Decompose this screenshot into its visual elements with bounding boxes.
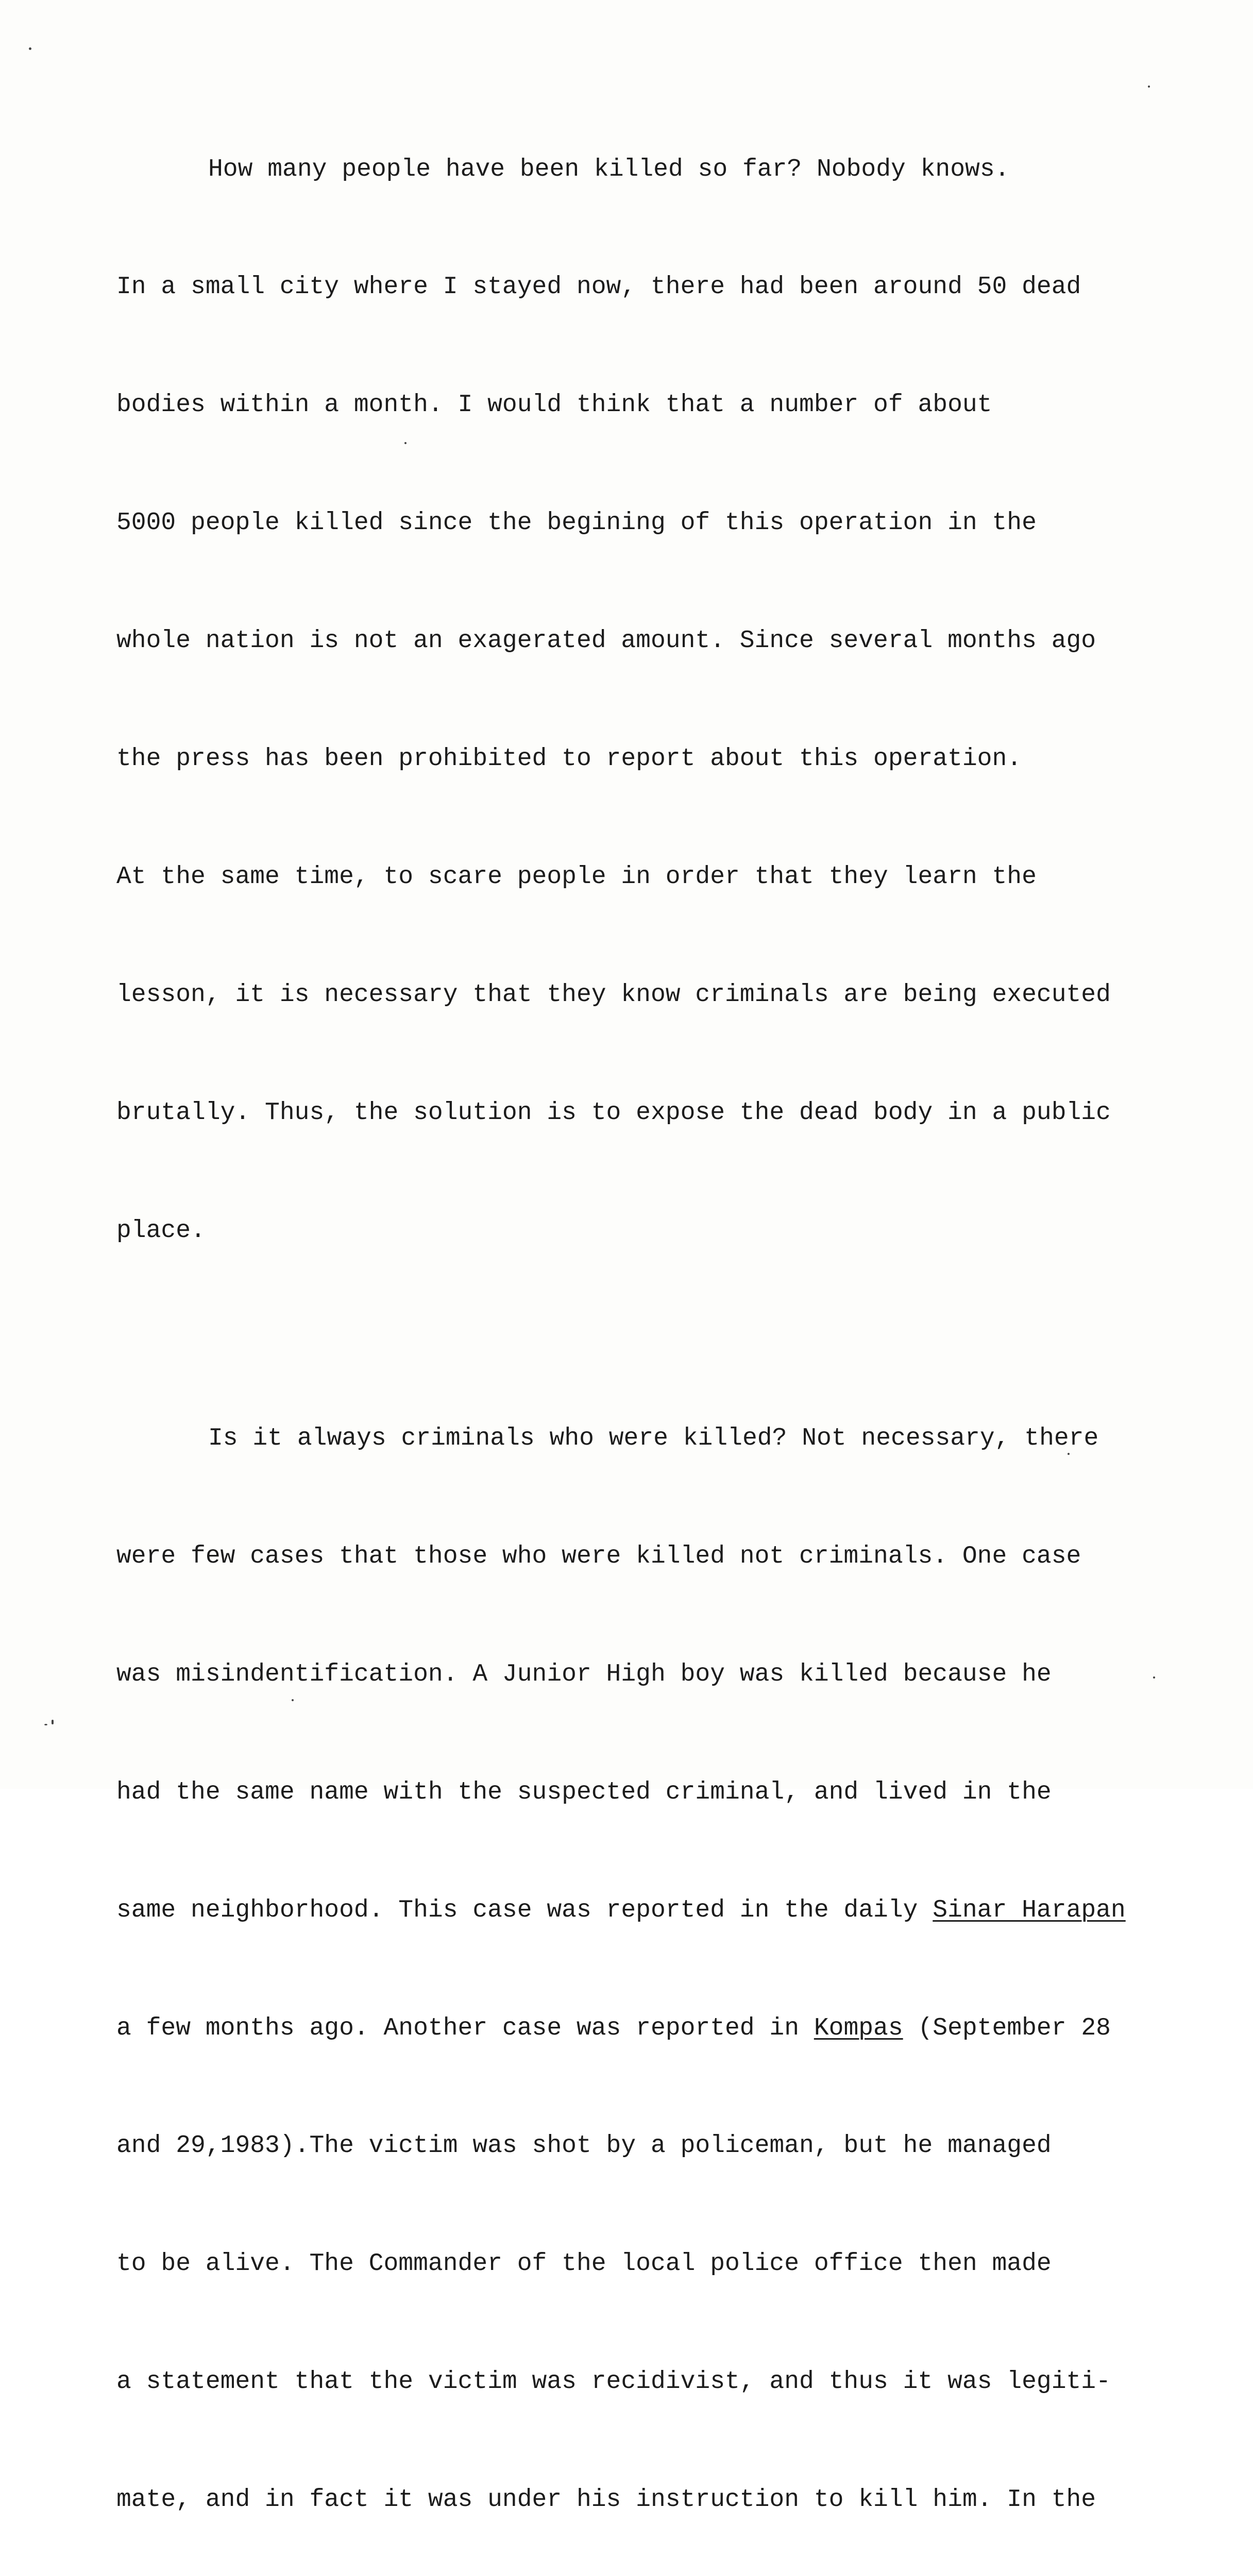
text-line: lesson, it is necessary that they know criminals are being executed: [116, 975, 1214, 1014]
text-line: 5000 people killed since the begining of this operation in the: [116, 503, 1214, 543]
scan-speck: [29, 47, 31, 50]
text-line: was misindentification. A Junior High boy was killed because he: [116, 1655, 1214, 1694]
text-line: brutally. Thus, the solution is to expose the dead body in a public: [116, 1093, 1214, 1132]
document-body: [116, 71, 1214, 2576]
text-line: [116, 1891, 1214, 1930]
text-line: place.: [116, 1211, 1214, 1250]
text-line: Is it always criminals who were killed? Not necessary, there: [116, 1419, 1214, 1458]
text-line: had the same name with the suspected criminal, and lived in the: [116, 1773, 1214, 1812]
paragraph-gap: [116, 1329, 1214, 1341]
text-line: and 29,1983).The victim was shot by a policeman, but he managed: [116, 2126, 1214, 2165]
text-line: a statement that the victim was recidivist, and thus it was legiti-: [116, 2362, 1214, 2401]
text-fragment: a few months ago. Another case was reported in: [116, 2014, 814, 2042]
text-line: mate, and in fact it was under his instruction to kill him. In the: [116, 2480, 1214, 2519]
scan-speck: [1153, 1676, 1155, 1679]
text-line: [116, 2009, 1214, 2048]
text-line: were few cases that those who were killed not criminals. One case: [116, 1537, 1214, 1576]
text-line: whole nation is not an exagerated amount. Since several months ago: [116, 621, 1214, 660]
text-line: to be alive. The Commander of the local police office then made: [116, 2244, 1214, 2283]
newspaper-title-kompas: Kompas: [814, 2014, 903, 2042]
text-line: How many people have been killed so far? Nobody knows.: [116, 150, 1214, 189]
paragraph-2: [116, 1341, 1214, 2576]
scan-speck: [44, 1724, 47, 1725]
scan-speck: [1148, 86, 1150, 88]
paragraph-1: [116, 71, 1214, 1329]
text-line: In a small city where I stayed now, there had been around 50 dead: [116, 267, 1214, 307]
text-fragment: (September 28: [903, 2014, 1111, 2042]
scan-speck: [404, 442, 407, 444]
newspaper-title-sinar-harapan: Sinar Harapan: [933, 1896, 1125, 1924]
scan-speck: [292, 1699, 294, 1701]
text-line: At the same time, to scare people in order that they learn the: [116, 857, 1214, 896]
scan-speck: [1068, 1453, 1070, 1455]
text-line: bodies within a month. I would think that a number of about: [116, 385, 1214, 425]
scan-speck: [52, 1720, 54, 1724]
text-fragment: same neighborhood. This case was reported in the daily: [116, 1896, 933, 1924]
text-line: the press has been prohibited to report about this operation.: [116, 739, 1214, 778]
